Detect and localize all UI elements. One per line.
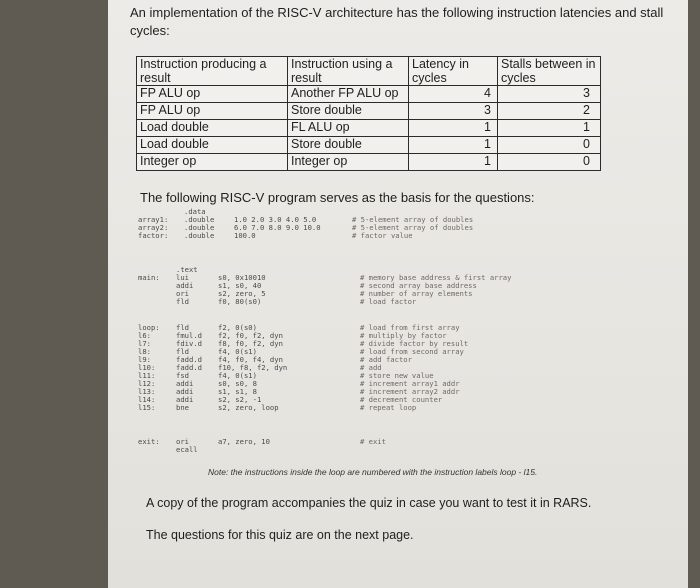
code-op: .double <box>184 223 215 232</box>
code-op: .data <box>184 207 206 216</box>
cell-latency: 1 <box>409 120 498 137</box>
code-args: 6.0 7.0 8.0 9.0 10.0 <box>234 223 321 232</box>
code-args: s0, s0, 8 <box>218 379 257 388</box>
code-args: s2, zero, 5 <box>218 289 266 298</box>
code-args: f2, f0, f2, dyn <box>218 331 283 340</box>
code-label: l14: <box>138 395 156 404</box>
cell-stalls: 0 <box>498 137 601 154</box>
code-args: a7, zero, 10 <box>218 437 270 446</box>
code-args: s1, s0, 40 <box>218 281 262 290</box>
code-label: l10: <box>138 363 156 372</box>
code-op: fld <box>176 347 189 356</box>
code-comment: # 5-element array of doubles <box>352 223 474 232</box>
code-comment: # load factor <box>360 297 417 306</box>
code-args: f4, f0, f4, dyn <box>218 355 283 364</box>
code-comment: # multiply by factor <box>360 331 447 340</box>
code-args: s2, s2, -1 <box>218 395 262 404</box>
cell-using: Store double <box>288 103 409 120</box>
code-op: fadd.d <box>176 355 202 364</box>
copy-paragraph: A copy of the program accompanies the quiz in case you want to test it in RARS. <box>146 496 592 510</box>
code-comment: # store new value <box>360 371 434 380</box>
code-op: fld <box>176 297 189 306</box>
code-listing <box>138 207 618 454</box>
code-op: .double <box>184 231 215 240</box>
code-comment: # increment array1 addr <box>360 379 460 388</box>
code-op: fadd.d <box>176 363 202 372</box>
code-comment: # increment array2 addr <box>360 387 460 396</box>
code-comment: # exit <box>360 437 386 446</box>
cell-stalls: 3 <box>498 86 601 103</box>
code-op: addi <box>176 281 194 290</box>
code-comment: # divide factor by result <box>360 339 469 348</box>
code-comment: # add factor <box>360 355 412 364</box>
code-op: .text <box>176 265 198 274</box>
table-row <box>137 137 601 154</box>
latency-table <box>136 56 601 171</box>
code-label: factor: <box>138 231 169 240</box>
code-comment: # load from second array <box>360 347 464 356</box>
table-header-row <box>137 57 601 86</box>
code-comment: # factor value <box>352 231 413 240</box>
code-op: fsd <box>176 371 189 380</box>
code-comment: # decrement counter <box>360 395 443 404</box>
code-comment: # load from first array <box>360 323 460 332</box>
cell-producing: FP ALU op <box>137 103 288 120</box>
code-comment: # memory base address & first array <box>360 273 512 282</box>
cell-stalls: 1 <box>498 120 601 137</box>
next-page-paragraph: The questions for this quiz are on the next page. <box>146 528 414 542</box>
code-args: f4, 0(s1) <box>218 347 257 356</box>
table-row <box>137 154 601 171</box>
code-label: l9: <box>138 355 151 364</box>
code-args: f0, 80(s0) <box>218 297 262 306</box>
code-label: l7: <box>138 339 151 348</box>
code-op: ori <box>176 437 189 446</box>
code-op: addi <box>176 387 194 396</box>
header-latency: Latency in cycles <box>409 57 498 86</box>
cell-using: Store double <box>288 137 409 154</box>
code-op: ori <box>176 289 189 298</box>
code-args: f2, 0(s0) <box>218 323 257 332</box>
code-label: exit: <box>138 437 160 446</box>
code-label: l8: <box>138 347 151 356</box>
cell-producing: Load double <box>137 137 288 154</box>
cell-stalls: 0 <box>498 154 601 171</box>
cell-latency: 1 <box>409 137 498 154</box>
code-op: lui <box>176 273 189 282</box>
header-producing: Instruction producing a result <box>137 57 288 86</box>
loop-note: Note: the instructions inside the loop are numbered with the instruction labels loop - l15. <box>208 467 538 477</box>
code-op: fdiv.d <box>176 339 202 348</box>
code-label: l6: <box>138 331 151 340</box>
code-args: 1.0 2.0 3.0 4.0 5.0 <box>234 215 317 224</box>
code-label: array1: <box>138 215 169 224</box>
code-label: array2: <box>138 223 169 232</box>
code-op: .double <box>184 215 215 224</box>
code-op: ecall <box>176 445 198 454</box>
code-comment: # second array base address <box>360 281 477 290</box>
code-args: f10, f8, f2, dyn <box>218 363 288 372</box>
code-label: l12: <box>138 379 156 388</box>
cell-using: FL ALU op <box>288 120 409 137</box>
cell-latency: 4 <box>409 86 498 103</box>
code-args: f4, 0(s1) <box>218 371 257 380</box>
code-comment: # add <box>360 363 382 372</box>
header-using: Instruction using a result <box>288 57 409 86</box>
code-label: l11: <box>138 371 156 380</box>
code-op: fld <box>176 323 189 332</box>
code-label: l13: <box>138 387 156 396</box>
cell-producing: Integer op <box>137 154 288 171</box>
cell-using: Another FP ALU op <box>288 86 409 103</box>
cell-latency: 3 <box>409 103 498 120</box>
code-op: bne <box>176 403 189 412</box>
code-args: f8, f0, f2, dyn <box>218 339 283 348</box>
code-op: addi <box>176 395 194 404</box>
table-row <box>137 120 601 137</box>
table-row <box>137 103 601 120</box>
cell-latency: 1 <box>409 154 498 171</box>
code-args: s0, 0x10010 <box>218 273 266 282</box>
code-label: l15: <box>138 403 156 412</box>
code-comment: # 5-element array of doubles <box>352 215 474 224</box>
cell-producing: Load double <box>137 120 288 137</box>
document-page <box>108 0 688 588</box>
header-stalls: Stalls between in cycles <box>498 57 601 86</box>
code-op: addi <box>176 379 194 388</box>
cell-stalls: 2 <box>498 103 601 120</box>
code-comment: # repeat loop <box>360 403 417 412</box>
code-op: fmul.d <box>176 331 202 340</box>
cell-producing: FP ALU op <box>137 86 288 103</box>
code-args: 100.0 <box>234 231 256 240</box>
code-label: loop: <box>138 323 160 332</box>
code-args: s1, s1, 8 <box>218 387 257 396</box>
intro-text: An implementation of the RISC-V architecture has the following instruction latencies and stall cycles: <box>130 5 664 38</box>
code-comment: # number of array elements <box>360 289 473 298</box>
table-row <box>137 86 601 103</box>
cell-using: Integer op <box>288 154 409 171</box>
program-heading: The following RISC-V program serves as the basis for the questions: <box>140 190 535 205</box>
code-label: main: <box>138 273 160 282</box>
code-args: s2, zero, loop <box>218 403 279 412</box>
